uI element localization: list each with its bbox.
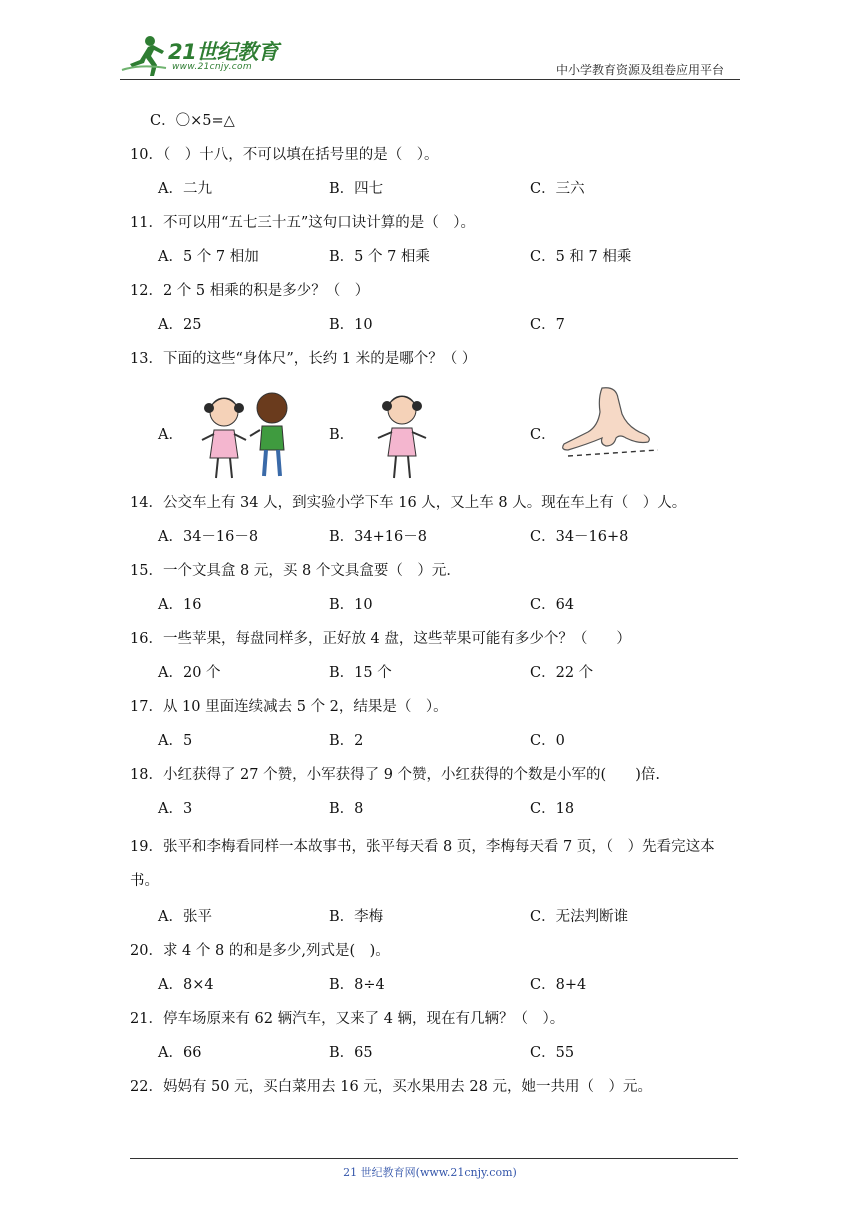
question-18: 18．小红获得了 27 个赞，小军获得了 9 个赞，小红获得的个数是小军的( )倍.	[130, 767, 660, 783]
option-a: A．3	[158, 801, 193, 817]
options-12	[130, 312, 740, 346]
option-c: C．8+4	[530, 977, 587, 993]
header-divider	[120, 79, 740, 80]
option-a: A．16	[158, 597, 202, 613]
page-header	[120, 30, 740, 80]
logo-url: www.21cnjy.com	[172, 62, 252, 72]
option-a: A．66	[158, 1045, 202, 1061]
logo	[120, 34, 290, 78]
option-c: C．无法判断谁	[530, 909, 629, 925]
girl-arms-open-icon	[372, 386, 432, 486]
option-b: B．四七	[329, 181, 384, 197]
option-b: B．15 个	[329, 665, 392, 681]
option-c: C．5 和 7 相乘	[530, 249, 632, 265]
option-c: C．0	[530, 733, 565, 749]
option-a: A．张平	[158, 909, 212, 925]
options-21	[130, 1040, 740, 1074]
question-list	[130, 108, 740, 1108]
footer-link[interactable]: 21 世纪教育网(www.21cnjy.com)	[343, 1166, 517, 1179]
option-c: C．18	[530, 801, 575, 817]
option-b: B．李梅	[329, 909, 384, 925]
options-14	[130, 524, 740, 558]
question-22: 22．妈妈有 50 元，买白菜用去 16 元，买水果用去 28 元，她一共用（ ）元。	[130, 1079, 652, 1095]
option-a: A．8×4	[158, 977, 214, 993]
options-10	[130, 176, 740, 210]
option-a: A．5	[158, 733, 193, 749]
option-c: C．三六	[530, 181, 585, 197]
options-19	[130, 904, 740, 938]
option-c: C．22 个	[530, 665, 594, 681]
option-b: B．	[329, 427, 355, 443]
options-17	[130, 728, 740, 762]
question-14: 14．公交车上有 34 人，到实验小学下车 16 人，又上车 8 人。现在车上有（ ）人。	[130, 495, 687, 511]
option-b: B．10	[329, 317, 373, 333]
option-a: A．	[158, 427, 183, 443]
footer-divider	[130, 1158, 738, 1159]
option-b: B．65	[329, 1045, 373, 1061]
option-a: A．25	[158, 317, 202, 333]
options-11	[130, 244, 740, 278]
runner-logo-icon	[120, 34, 168, 78]
option-c: C．64	[530, 597, 575, 613]
option-b: B．8÷4	[329, 977, 385, 993]
question-20: 20．求 4 个 8 的和是多少,列式是( )。	[130, 943, 390, 959]
options-20	[130, 972, 740, 1006]
options-18	[130, 796, 740, 830]
option-c: C．7	[530, 317, 565, 333]
question-option-c: C．〇×5=△	[150, 113, 235, 129]
two-children-arm-span-icon	[198, 386, 298, 486]
hand-span-icon	[558, 384, 662, 466]
question-21: 21．停车场原来有 62 辆汽车，又来了 4 辆，现在有几辆？（ ）。	[130, 1011, 565, 1027]
options-15	[130, 592, 740, 626]
option-b: B．5 个 7 相乘	[329, 249, 430, 265]
options-13	[130, 380, 740, 490]
option-c: C．55	[530, 1045, 575, 1061]
option-c: C．	[530, 427, 556, 443]
question-12: 12．2 个 5 相乘的积是多少？（ ）	[130, 283, 370, 299]
question-15: 15．一个文具盒 8 元，买 8 个文具盒要（ ）元．	[130, 563, 461, 579]
question-10: 10．（ ）十八，不可以填在括号里的是（ ）。	[130, 147, 439, 163]
platform-text: 中小学教育资源及组卷应用平台	[555, 63, 724, 77]
logo-brand: 21世纪教育	[168, 40, 279, 64]
option-b: B．34+16－8	[329, 529, 427, 545]
question-16: 16．一些苹果，每盘同样多，正好放 4 盘，这些苹果可能有多少个？（ ）	[130, 631, 631, 647]
option-b: B．2	[329, 733, 364, 749]
question-13: 13．下面的这些“身体尺”，长约 1 米的是哪个？（ ）	[130, 351, 477, 367]
question-17: 17．从 10 里面连续减去 5 个 2，结果是（ ）。	[130, 699, 448, 715]
option-a: A．20 个	[158, 665, 221, 681]
option-a: A．二九	[158, 181, 212, 197]
option-c: C．34－16+8	[530, 529, 629, 545]
option-b: B．8	[329, 801, 364, 817]
question-11: 11．不可以用“五七三十五”这句口诀计算的是（ ）。	[130, 215, 476, 231]
option-b: B．10	[329, 597, 373, 613]
option-a: A．34－16－8	[158, 529, 259, 545]
option-a: A．5 个 7 相加	[158, 249, 259, 265]
question-19: 19．张平和李梅看同样一本故事书，张平每天看 8 页，李梅每天看 7 页，（ ）先看完这本书。	[130, 839, 715, 889]
options-16	[130, 660, 740, 694]
